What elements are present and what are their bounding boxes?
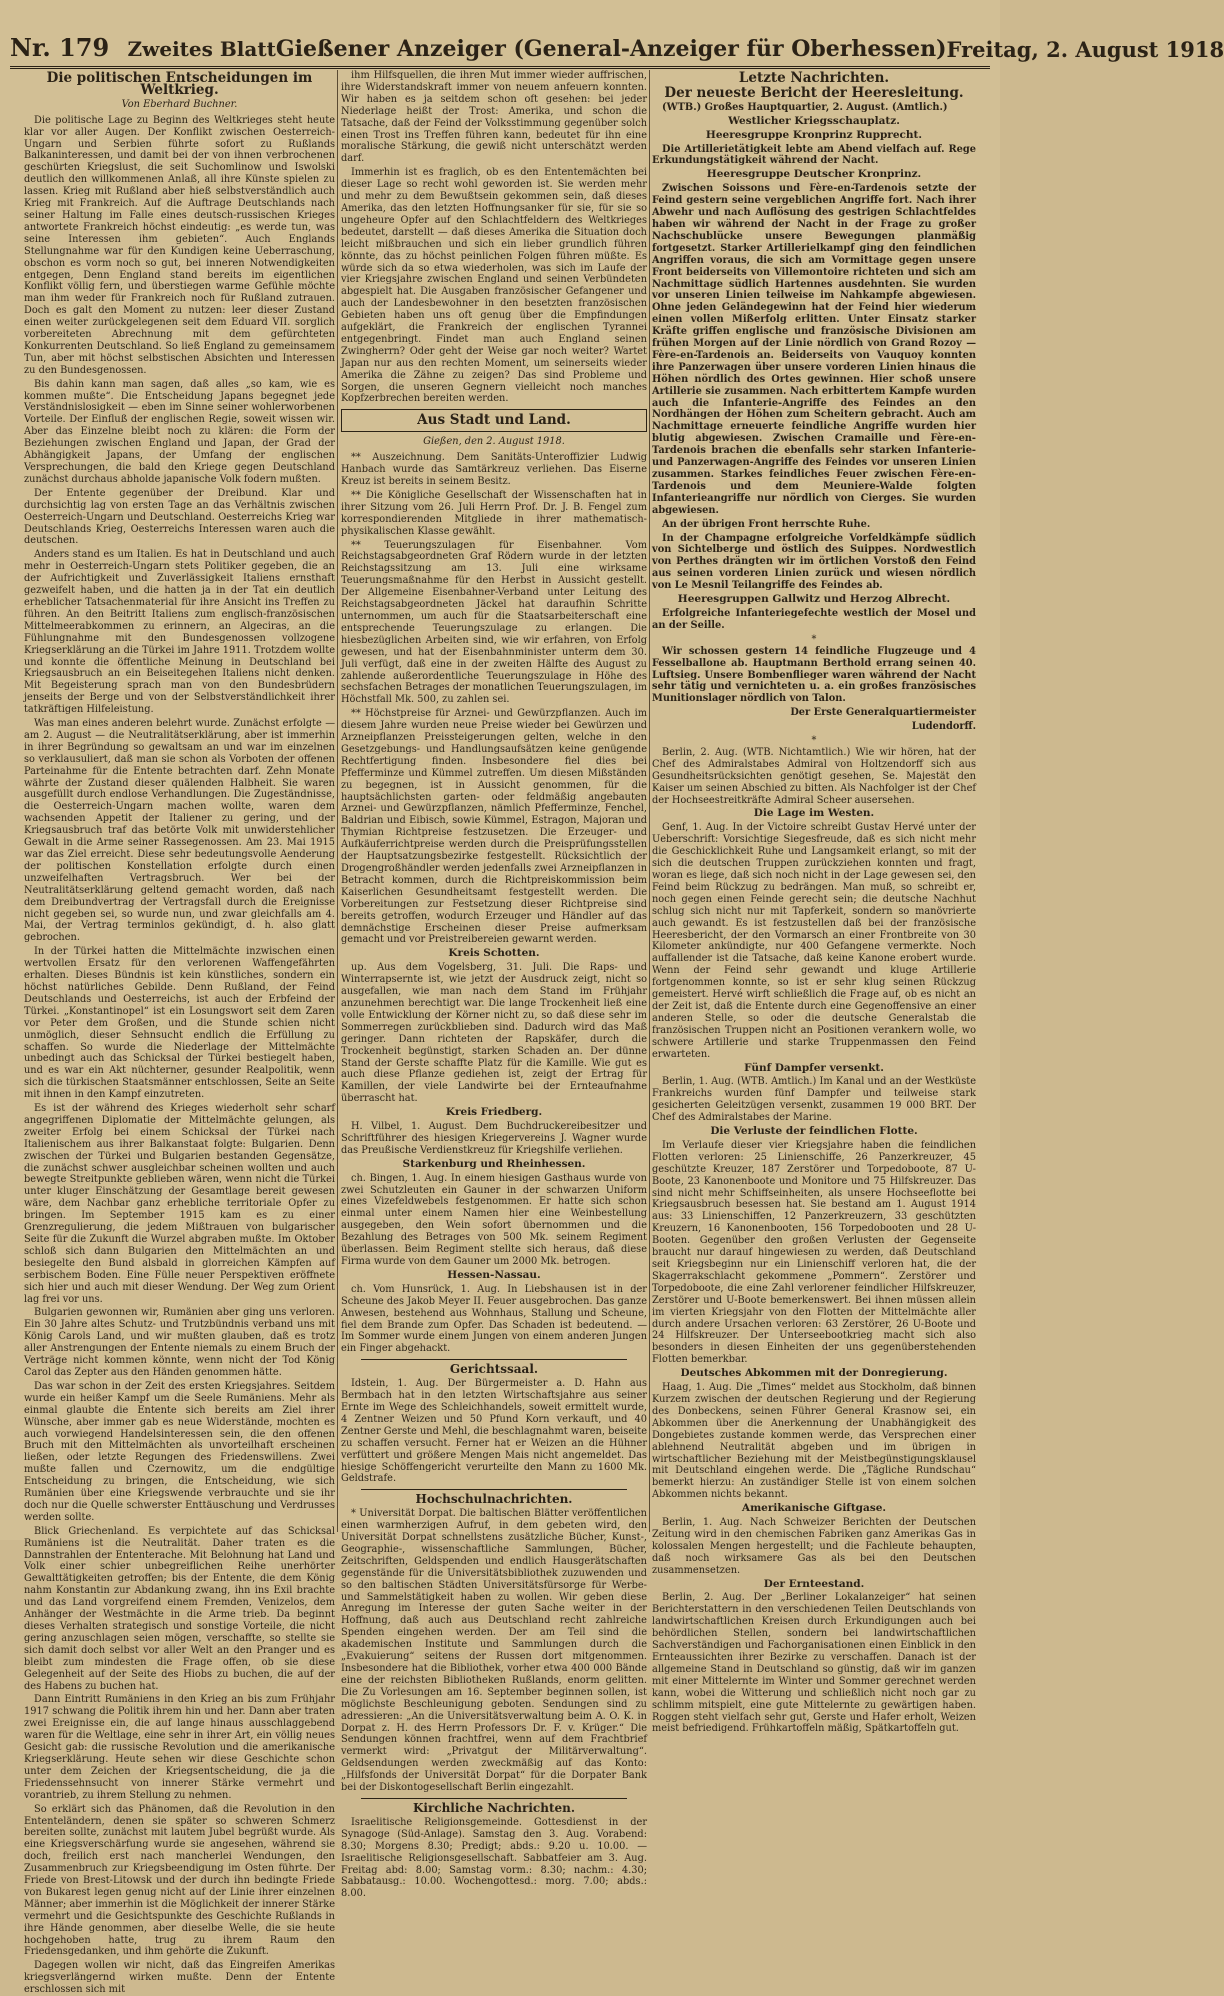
issue-date: Freitag, 2. August 1918	[946, 37, 1224, 62]
paragraph: Die Artillerietätigkeit lebte am Abend vielfach auf. Rege Erkundungstätigkeit während der Nacht.	[652, 143, 976, 167]
paragraph: Dann Eintritt Rumäniens in den Krieg an bis zum Frühjahr 1917 schwang die Politik ihrem hin und her. Dann aber traten zwei Ereignisse ein, die auf lange hinaus ausschlaggebend waren für die Weltlage, eine sehr in ihrer Art, ein völlig neues Gesicht gab: die russische Revolution und die amerikanische Kriegserklärung. Heute sehen wir diese Geschichte schon unter dem Zeichen der Kriegsentscheidung, die ja die Friedenssehnsucht von innerer Stärke vermehrt und vorantrieb, zu ihrem Stellung zu nehmen.	[24, 1694, 335, 1801]
signature-title: Der Erste Generalquartiermeister	[790, 707, 976, 719]
signature-name: Ludendorff.	[911, 721, 976, 733]
article-byline: Von Eberhard Buchner.	[121, 98, 238, 110]
paragraph: Haag, 1. Aug. Die „Times“ meldet aus Stockholm, daß binnen Kurzem zwischen der deutschen Regierung und der Regierung des Donbeckens, seinen Führer General Krasnow sei, ein Abkommen über die Anerkennung der Unabhängigkeit des Dongebietes zustande kommen werde, das Versprechen einer ablehnend Neutralität abgeben und im übrigen in wirtschaftlicher Beziehung mit der Meistbegünstigungsklausel mit Deutschland eingehen werde. Die „Tägliche Rundschau“ bemerkt hierzu: An zuständiger Stelle ist von einem solchen Abkommen nichts bekannt.	[652, 1382, 976, 1501]
paragraph: Dagegen wollen wir nicht, daß das Eingreifen Amerikas kriegsverlängernd wirken mußte. Denn der Entente erschlossen sich mit	[24, 1960, 335, 1996]
paragraph: ** Höchstpreise für Arznei- und Gewürzpflanzen. Auch im diesem Jahre wurden neue Preise wieder bei Gewürzen und Arzneipflanzen Preissteigerungen gelten, welche in den Gesetzgebungs- und Handlungsaufsätzen keine genügende Rechtfertigung finden. Insbesondere fiel dies bei Pfefferminze und Kümmel zutreffen. Um diesen Mißständen zu begegnen, ist in Aussicht genommen, für die hauptsächlichsten garten- oder feldmäßig angebauten Arznei- und Gewürzpflanzen, nämlich Pfefferminze, Fenchel, Baldrian und Eibisch, sowie Kümmel, Estragon, Majoran und Thymian Richtpreise festzusetzen. Die Erzeuger- und Aufkäuferrichtpreise werden durch die Preisprüfungsstellen der Hauptsatzungsbezirke festgestellt. Rücksichtlich der Drogengroßhändler werden jedenfalls zwei Arzneipflanzen in Betracht kommen, durch die Richtpreiskommission beim Kaiserlichen Gesundheitsamt festgestellt werden. Die Vorbereitungen zur Festsetzung dieser Richtpreise sind bereits getroffen, wodurch Erzeuger und Händler auf das demnächstige Erscheinen dieser Preise aufmerksam gemacht und vor Preistreibereien gewarnt werden.	[341, 708, 647, 946]
column-1	[24, 70, 335, 1996]
section-heading: Starkenburg und Rheinhessen.	[402, 1157, 586, 1170]
paragraph: Der Entente gegenüber der Dreibund. Klar und durchsichtig lag von ersten Tage an das Verhältnis zwischen Oesterreich-Ungarn und Deutschland. Oesterreichs Krieg war Deutschlands Krieg, Oesterreichs Interessen waren auch die deutschen.	[24, 487, 335, 547]
section-label: Zweites Blatt	[127, 37, 276, 61]
paragraph: An der übrigen Front herrschte Ruhe.	[662, 518, 871, 530]
paragraph: Im Verlaufe dieser vier Kriegsjahre haben die feindlichen Flotten verloren: 25 Linienschiffe, 26 Panzerkreuzer, 45 geschützte Kreuzer, 187 Zerstörer und Torpedoboote, 87 U-Boote, 23 Kanonenboote und Monitore und 75 Hilfskreuzer. Das sind nicht mehr Schiffseinheiten, als unsere Hochseeflotte bei Kriegsausbruch besessen hat. Sie bestand am 1. August 1914 aus: 33 Linienschiffen, 12 Panzerkreuzern, 33 geschützten Kreuzern, 16 Kanonenbooten, 156 Torpedobooten und 28 U-Booten. Gegenüber den großen Verlusten der Gegenseite braucht nur darauf hingewiesen zu werden, daß Deutschland seit Kriegsbeginn nur ein Linienschiff verloren hat, die der Skagerrakschlacht gekommene „Pommern“. Zerstörer und Torpedoboote, die eine Zahl verlorener feindlicher Hilfskreuzer, Zerstörer und U-Boote bemerkenswert. Bei ihnen müssen allein im vierten Kriegsjahr von den Flotten der Mittelmächte aller durch andere Ursachen verloren: 63 Zerstörer, 26 U-Boote und 24 Hilfskreuzer. Der Unterseebootkrieg macht sich also besonders in diesen Einheiten der uns gegenüberstehenden Flotten bemerkbar.	[652, 1139, 976, 1366]
article-title: Die politischen Entscheidungen im Weltkrieg.	[46, 70, 313, 98]
university-heading: Hochschulnachrichten.	[415, 1492, 573, 1507]
column-rule-2	[649, 70, 650, 1532]
local-news-header	[341, 409, 647, 432]
paragraph: Berlin, 2. Aug. (WTB. Nichtamtlich.) Wie wir hören, hat der Chef des Admiralstabes Admiral von Holtzendorff sich aus Gesundheitsrücksichten genötigt gesehen, Se. Majestät den Kaiser um seinen Abschied zu bitten. Als Nachfolger ist der Chef der Hochseestreitkräfte Admiral Scheer ausersehen.	[652, 746, 976, 806]
paragraph: * Universität Dorpat. Die baltischen Blätter veröffentlichen einen warmherzigen Aufruf, in dem gebeten wird, den Universität Dorpat schnellstens zusätzliche Bücher, Kunst-, Geographie-, wissenschaftliche Sammlungen, Bücher, Zeitschriften, Geldspenden und endlich Hausgerätschaften gegenstände für die Universitätsbibliothek zuzuwenden und so den baltischen Städten Universitätsfürsorge für Werbe- und Sammelstätigkeit haben zu wollen. Wir geben diese Anregung im Interesse der guten Sache weiter in der Hoffnung, daß auch aus Deutschland recht zahlreiche Spenden eingehen werden. Der am Teil sind die akademischen Institute und Sammlungen durch die „Evakuierung“ seitens der Russen dort mitgenommen. Insbesondere hat die Bibliothek, vorher etwa 400 000 Bände eine der reichsten Bibliotheken Rußlands, enorm gelitten. Die Zu Vorlesungen am 16. September beginnen sollen, ist möglichste Beschleunigung geboten. Sendungen sind zu adressieren: „An die Universitätsverwaltung beim A. O. K. in Dorpat z. H. des Herrn Professors Dr. F. v. Krüger.“ Die Sendungen können frachtfrei, wenn auf dem Frachtbrief vermerkt wird: „Privatgut der Militärverwaltung“. Geldsendungen werden zweckmäßig auf das Konto: „Hilfsfonds der Universität Dorpat“ für die Dorpater Bank bei der Diskontogesellschaft Berlin eingezahlt.	[341, 1508, 647, 1794]
paragraph: In der Champagne erfolgreiche Vorfeldkämpfe südlich von Sichtelberge und östlich des Suippes. Nordwestlich von Perthes drängten wir im örtlichen Vorstoß den Feind aus seinen vorderen Linien zurück und wiesen nördlich von Le Mesnil Teilangriffe des Feindes ab.	[652, 532, 976, 592]
paragraph: Das war schon in der Zeit des ersten Kriegsjahres. Seitdem wurde ein heißer Kampf um die Seele Rumäniens. Mehr als einmal glaubte die Entente sich bereits am Ziel ihrer Wünsche, aber immer gab es neue Widerstände, mochten es auch vorwiegend Handelsinteressen sein, die den offenen Bruch mit den Mittelmächten als unvorteilhaft erscheinen ließen, oder letzte Regungen des Friedenswillens. Zwei mußte fallen und Czernowitz, um die endgültige Entscheidung zu bringen, die Entscheidung, wie sich Rumänien über eine Kriegswende verbrauchte und sie ihr doch nur die Quelle schwerster Enttäuschung und Verdrusses werden sollte.	[24, 1380, 335, 1523]
paragraph: up. Aus dem Vogelsberg, 31. Juli. Die Raps- und Winterrapsernte ist, wie jetzt der Ausdruck zeigt, nicht so ausgefallen, wie man nach dem Stand im Frühjahr anzunehmen berechtigt war. Die lange Trockenheit ließ eine volle Entwicklung der Körner nicht zu, so daß diese sehr im Sommerregen zurückblieben sind. Dadurch wird das Maß geringer. Dann richteten der Rapskäfer, durch die Trockenheit begünstigt, starken Schaden an. Der dünne Stand der Gerste schaffte Platz für die Kamille. Wie gut es auch diese Pflanze gediehen ist, zeigt der Ertrag für Kamillen, der viele Landwirte bei der Ernteaufnahme überrascht hat.	[341, 962, 647, 1105]
paragraph: ** Teuerungszulagen für Eisenbahner. Vom Reichstagsabgeordneten Graf Rödern wurde in der letzten Reichstagssitzung am 13. Juli eine wirksame Teuerungsmaßnahme für den Herbst in Aussicht gestellt. Der Allgemeine Eisenbahner-Verband unter Leitung des Reichstagsabgeordneten Jäckel hat daraufhin Schritte unternommen, um auch für die Staatsarbeiterschaft eine entsprechende Teuerungszulage zu erlangen. Die hiesbezüglichen Arbeiten sind, wie wir erfahren, von Erfolg gewesen, und hat der Eisenbahnminister unterm dem 30. Juli verfügt, daß eine in der zweiten Hälfte des August zu zahlende außerordentliche Teuerungszulage in Höhe des sechsfachen Betrages der monatlichen Teuerungszulagen, im Höchstfall Mk. 500, zu zahlen sei.	[341, 539, 647, 706]
paragraph: Wir schossen gestern 14 feindliche Flugzeuge und 4 Fesselballone ab. Hauptmann Berthold errang seinen 40. Luftsieg. Unsere Bombenflieger waren während der Nacht sehr tätig und vernichteten u. a. ein großes französisches Munitionslager nördlich von Talon.	[652, 645, 976, 705]
paragraph: ch. Bingen, 1. Aug. In einem hiesigen Gasthaus wurde von zwei Schutzleuten ein Gauner in der schwarzen Uniform eines Vizefeldwebels festgenommen. Er hatte sich schon einmal unter einem Namen hier eine Weinbestellung ausgegeben, den Wein sofort übernommen und die Bezahlung des Betrages von 500 Mk. seinem Regiment überlassen. Beim Regiment stellte sich heraus, daß diese Firma wurde von dem Gauner um 2000 Mk. betrogen.	[341, 1172, 647, 1267]
court-heading: Gerichtssaal.	[449, 1362, 539, 1377]
paragraph: Die politische Lage zu Beginn des Weltkrieges steht heute klar vor aller Augen. Der Konflikt zwischen Oesterreich-Ungarn und Serbien führte sofort zu Rußlands Balkaninteressen, und damit bei der von ihnen verbrochenen geschürten Kriegslust, die seit Suchomlinow und Iswolski deutlich den willkommenen Anlaß, all ihre Künste spielen zu lassen. Krieg mit Rußland aber hieß selbstverständlich auch Krieg mit Frankreich. Auf die Auftrage Deutschlands nach seiner Haltung im Falle eines deutsch-russischen Krieges antwortete Frankreich höchst eindeutig: „es werde tun, was seine Interessen ihm gebieten“. Auch Englands Stellungnahme war für den Kundigen keine Ueberraschung, obschon es vorm noch so gut, bei inneren Notwendigkeiten entgegen, Denn England stand bereits im eigentlichen Konflikt völlig fern, und überstiegen warme Gefühle möchte man ihm weder für Frankreich noch für Rußland zutrauen. Doch es galt den Moment zu nutzen: leer dieser Zustand einen weiter zurückgelegenen seit dem Eduard VII. sorglich vorbereiteten Abrechnung mit dem gefürchteten Konkurrenten Deutschland. So ließ England zu gemeinsamem Tun, aber mit höchst selbstischen Absichten und Interessen zu den Bundesgenossen.	[24, 114, 335, 376]
paragraph: ** Auszeichnung. Dem Sanitäts-Unteroffizier Ludwig Hanbach wurde das Samtärkreuz verliehen. Das Eiserne Kreuz ist bereits in seinem Besitz.	[341, 452, 647, 487]
paragraph: Erfolgreiche Infanteriegefechte westlich der Mosel und an der Seille.	[652, 607, 976, 631]
masthead	[10, 26, 1224, 69]
section-heading: Kreis Friedberg.	[445, 1106, 543, 1119]
paragraph: In der Türkei hatten die Mittelmächte inzwischen einen wertvollen Ersatz für den verlorenen Waffengefährten erhalten. Dieses Bündnis ist kein künstliches, sondern ein höchst natürliches Gebilde. Denn Rußland, der Feind Deutschlands und Oesterreichs, ist auch der Erbfeind der Türkei. „Konstantinopel“ ist ein Losungswort seit dem Zaren vor Peter dem Großen, und die Stunde schien nicht unmöglich, dieser Sehnsucht endlich die Erfüllung zu schaffen. So wurde die Niederlage der Mittelmächte unbedingt auch das Schicksal der Türkei bestiegelt haben, und es war ein Akt nüchterner, gesunder Realpolitik, wenn sich die türkischen Staatsmänner entschlossen, Seite an Seite mit ihnen in den Kampf einzutreten.	[24, 946, 335, 1101]
column-3	[652, 70, 976, 1735]
separator-star: *	[811, 735, 817, 747]
paragraph: Bis dahin kann man sagen, daß alles „so kam, wie es kommen mußte“. Die Entscheidung Japans begegnet jede Verständnislosigkeit — eben im Sinne seiner wohlerworbenen Vorteile. Der Einfluß der englischen Regie, soweit wissen wir. Aber das Einzelne bleibt noch zu klären: die Form der Beziehungen zwischen England und Japan, der Grad der Abhängigkeit Japans, der Umfang der englischen Versprechungen, die bald den Kriege gegen Deutschland zunächst durchaus abholde japanische Volk fodern mußten.	[24, 378, 335, 485]
paragraph: Was man eines anderen belehrt wurde. Zunächst erfolgte — am 2. August — die Neutralitätserklärung, aber ist immerhin in ihrer Begründung so gewaltsam an und war im einzelnen so verklausuliert, daß man sie schon als Vorboten der offenen Parteinahme für die Entente betrachten darf. Zehn Monate währte der Zustand dieser quälenden Halbheit. Sie waren ausgefüllt durch endlose Verhandlungen. Die Zugeständnisse, die Oesterreich-Ungarn machen wollte, waren dem wachsenden Appetit der Italiener zu gering, und der Kriegsausbruch traf das betörte Volk mit unwiderstehlicher Gewalt in die Arme seiner Rassegenossen. Am 23. Mai 1915 war das Ziel erreicht. Diese sehr bedeutungsvolle Aenderung der politischen Konstellation erfolgte durch einen unzweifelhaften Vertragsbruch. Wer bei der Neutralitätserklärung geltend gemacht worden, daß nach dem Dreibundvertrag der Vertragsfall durch die Ereignisse nicht gegeben sei, so wurde nun, und zwar gleichfalls am 4. Mai, der Vertrag terminlos gekündigt, d. h. also glatt gebrochen.	[24, 718, 335, 944]
section-heading: Heeresgruppe Kronprinz Rupprecht.	[705, 128, 923, 141]
section-heading: Die Verluste der feindlichen Flotte.	[710, 1125, 918, 1138]
section-heading: Kreis Schotten.	[448, 947, 540, 960]
wtb-line: (WTB.) Großes Hauptquartier, 2. August. (Amtlich.)	[662, 101, 948, 113]
paragraph: Berlin, 1. Aug. (WTB. Amtlich.) Im Kanal und an der Westküste Frankreichs wurden fünf Dampfer und teilweise stark gesicherten Geleitzügen versenkt, zusammen 19 000 BRT. Der Chef des Admiralstabes der Marine.	[652, 1076, 976, 1124]
paragraph: Es ist der während des Krieges wiederholt sehr scharf angegriffenen Diplomatie der Mittelmächte gelungen, als zweiter Erfolg bei einem Schicksal der Türkei nach Italienischem aus ihrer Balkanstaat folgte: Bulgarien. Denn zwischen der Türkei und Bulgarien bestanden Gegensätze, die zunächst schwer ausgleichbar scheinen wollten und auch bewegte Streitpunkte geblieben wären, wenn nicht die Türkei unter kluger Einschätzung der Gesamtlage bereit gewesen wäre, dem Nachbar ganz erhebliche territoriale Opfer zu bringen. Im September 1915 kam es zu einer Grenzregulierung, die jedem Mißtrauen von bulgarischer Seite für die Zukunft die Wurzel abgraben mußte. Im Oktober schloß sich dann Bulgarien den Mittelmächten an und besiegelte den Bund alsbald in glorreichen Kämpfen auf serbischem Boden. Eine Fülle neuer Perspektiven eröffnete sich hier und auch mit dieser Wendung. Der Weg zum Orient lag frei vor uns.	[24, 1103, 335, 1305]
newspaper-title: Gießener Anzeiger (General-Anzeiger für Oberhessen)	[275, 36, 947, 62]
column-rule-1	[337, 70, 338, 1532]
section-heading: Westlicher Kriegsschauplatz.	[728, 114, 900, 127]
paragraph: Bulgarien gewonnen wir, Rumänien aber ging uns verloren. Ein 30 Jahre altes Schutz- und Trutzbündnis verband uns mit König Carols Land, und wir mußten glauben, daß es trotz aller Anstrengungen der Entente niemals zu einem Bruch der Verträge nicht kommen könnte, wenn nicht der Tod König Carol das Zepter aus den Händen genommen hätte.	[24, 1307, 335, 1378]
paragraph: So erklärt sich das Phänomen, daß die Revolution in den Ententeländern, denen sie später so schweren Schmerz bereiten sollte, zunächst mit lautem Jubel begrüßt wurde. Als eine Kriegsverschärfung wurde sie angesehen, während sie doch, freilich erst nach mancherlei Wendungen, den Zusammenbruch zur Kriegsbeendigung im Osten führte. Der Friede von Brest-Litowsk und der durch ihn bedingte Friede von Bukarest legen genug nicht auf der Linie ihrer einzelnen Männer; aber immerhin ist die Möglichkeit der innerer Stärke vermehrt und die Gesichtspunkte des Geschichte Rußlands in ihre Hände genommen, aber dieselbe Welle, die sie heute hochgehoben hatte, trug zu ihrem Raum den Friedensgedanken, und ihm gehörte die Zukunft.	[24, 1803, 335, 1958]
latest-news-title: Letzte Nachrichten.	[738, 70, 890, 86]
paragraph: H. Vilbel, 1. August. Dem Buchdruckereibesitzer und Schriftführer des hiesigen Kriegervereins J. Wagner wurde das Preußische Verdienstkreuz für Kriegshilfe verliehen.	[341, 1121, 647, 1156]
section-heading: Hessen-Nassau.	[447, 1268, 541, 1281]
paragraph: ch. Vom Hunsrück, 1. Aug. In Liebshausen ist in der Scheune des Jakob Meyer II. Feuer ausgebrochen. Das ganze Anwesen, bestehend aus Wohnhaus, Stallung und Scheune, fiel dem Brande zum Opfer. Das Schaden ist bedeutend. — Im Sommer wurde einem Jungen von einem anderen Jungen ein Finger abgehackt.	[341, 1283, 647, 1355]
paragraph: Zwischen Soissons und Fère-en-Tardenois setzte der Feind gestern seine vergeblichen Angriffe fort. Nach ihrer Abwehr und nach Auflösung des gestrigen Schlachtfeldes haben wir während der Nacht in der Frage zu großer Nachschublücke unsere Bewegungen planmäßig fortgesetzt. Starker Artillerielkampf ging den feindlichen Angriffen voraus, die sich am Vormittage gegen unsere Front beiderseits von Villemontoire richteten und sich am Nachmittage südlich Hartennes ausdehnten. Sie wurden vor unseren Linien teilweise im Nahkampfe abgewiesen. Ohne jeden Geländegewinn hat der Feind hier wiederum einen vollen Mißerfolg erlitten. Unter Einsatz starker Kräfte griffen englische und französische Divisionen am frühen Morgen auf der Linie nördlich von Grand Rozoy — Fère-en-Tardenois an. Beiderseits von Vauquoy konnten ihre Panzerwagen über unsere vorderen Linien hinaus die Höhen nördlich des Ortes gewinnen. Hier schoß unsere Artillerie sie zusammen. Nach erbittertem Kampfe wurden auch die Infanterie-Angriffe des Feindes an den Nordhängen der Höhen zum Scheitern gebracht. Auch am Nachmittage erneuerte feindliche Angriffe wurden hier blutig abgewiesen. Zwischen Cramaille und Fère-en-Tardenois brachen die ebenfalls sehr starken Infanterie- und Panzerwagen-Angriffe des Feindes vor unseren Linien zusammen. Starkes feindliches Feuer zwischen Fère-en-Tardenois und dem Meuniere-Walde folgten Infanterieangriffe nur nördlich von Cierges. Sie wurden abgewiesen.	[652, 183, 976, 516]
paragraph: Israelitische Religionsgemeinde. Gottesdienst in der Synagoge (Süd-Anlage). Samstag den 3. Aug. Vorabend: 8.30; Morgens 8.30; Predigt; abds.: 9.20 u. 10.00. — Israelitische Religionsgesellschaft. Sabbatfeier am 3. Aug. Freitag abd: 8.00; Samstag vorm.: 8.30; nachm.: 4.30; Sabbatausg.: 10.00. Wochengottesd.: morg. 7.00; abds.: 8.00.	[341, 1816, 647, 1900]
section-heading: Heeresgruppe Deutscher Kronprinz.	[706, 168, 922, 181]
local-news-dateline: Gießen, den 2. August 1918.	[423, 436, 565, 448]
latest-news-subtitle: Der neueste Bericht der Heeresleitung.	[664, 84, 964, 101]
paragraph: ** Die Königliche Gesellschaft der Wissenschaften hat in ihrer Sitzung vom 26. Juli Herrn Prof. Dr. J. B. Fengel zum korrespondierenden Mitgliede in ihrer mathematisch-physikalischen Klasse gewählt.	[341, 489, 647, 537]
separator-star: *	[811, 633, 817, 645]
paragraph: ihm Hilfsquellen, die ihren Mut immer wieder auffrischen, ihre Widerstandskraft immer von neuem anfeuern konnten. Wir haben es ja seitdem schon oft gesehen: bei jeder Niederlage heißt der Trost: Amerika, und schon die Tatsache, daß der Feind der Volksstimmung gegenüber solch einen Trost ins Treffen führen kann, bedeutet für ihn eine moralische Stärkung, die gewiß nicht unterschätzt werden darf.	[341, 70, 647, 165]
divider	[361, 1489, 627, 1490]
masthead-left	[10, 33, 276, 62]
paragraph: Genf, 1. Aug. In der Victoire schreibt Gustav Hervé unter der Ueberschrift: Vorsichtige Siegesfreude, daß es sich nicht mehr die Geschicklichkeit Ruhe und Langsamkeit erlangt, so mit der sich die deutschen Truppen zurückziehen konnten und fragt, woran es liege, daß sich noch nicht in der Lage gewesen sei, den Feind beim Rückzug zu bedrängen. Man muß, so schreibt er, noch gegen einen Feinde gerecht sein; die deutsche Nachhut schlug sich nicht nur mit Tapferkeit, sondern so manövrierte auch gewandt. Es ist festzustellen daß bei der französische Heeresbericht, der den Vormarsch an einer Frontbreite von 30 Kilometer ankündigte, nur 400 Gefangene vermerkte. Noch auffallender ist die Tatsache, daß keine Kanone erobert wurde. Wenn der Feind sehr gewandt und kluge Artillerie fortgenommen konnte, so ist er sehr klug seinen Rückzug gemeistert. Hervé wirft schließlich die Frage auf, ob es nicht an der Zeit ist, daß die Entente durch eine Gegenoffensive an einer anderen Stelle, so oder die deutsche Generalstab die französischen Truppen nicht an Positionen verankern wolle, wo schwere Artillerie und starke Truppenmassen den Feind erwarteten.	[652, 822, 976, 1060]
church-heading: Kirchliche Nachrichten.	[412, 1800, 576, 1815]
section-heading: Der Ernteestand.	[763, 1577, 865, 1590]
paragraph: Blick Griechenland. Es verpichtete auf das Schicksal Rumäniens ist die Neutralität. Daher traten es die Dannstrahlen der Ententerache. Mit Belohnung hat Land und Volk einer schier unbegreiflichen Reihe unerhörter Gewalttätigkeiten getroffen; bis der Entente, die dem König nahm Konstantin zur Abdankung zwang, ihn ins Exil brachte und das Land vorgreifend einem Fremden, Venizelos, dem Anhänger der Westmächte in die Arme trieb. Da beginnt dieses Verhalten strategisch und sonstige Vorteile, die nicht gering anzuschlagen seien mögen, verschaffte, so stellte sie sich damit doch selbst vor aller Welt an den Pranger und es bleibt zum mindesten die Frage offen, ob sie diese Gelegenheit auf der Seite des Hiobs zu buchen, die auf der des Habens zu buchen hat.	[24, 1525, 335, 1692]
paragraph: Anders stand es um Italien. Es hat in Deutschland und auch mehr in Oesterreich-Ungarn stets Politiker gegeben, die an der Aufrichtigkeit und Zuverlässigkeit Italiens ernsthaft gezweifelt haben, und die hatten ja in der Tat ein deutlich erheblicher Tatsachenmaterial für ihre Ansicht ins Treffen zu führen. An den Beitritt Italiens zum englisch-französischen Mittelmeerabkommen zu erinnern, an Algeciras, an die Fühlungnahme mit den Bundesgenossen vollzogene Kriegserklärung an die Türkei im Jahre 1911. Trotzdem wollte und konnte die öffentliche Meinung in Deutschland bei Kriegsausbruch an ein Beiseitegehen Italiens nicht denken. Mit Begeisterung sprach man von den Bundesbrüdern jenseits der Berge und von der Selbstverständlichkeit ihrer tatkräftigen Hilfeleistung.	[24, 549, 335, 716]
paragraph: Immerhin ist es fraglich, ob es den Ententemächten bei dieser Lage so recht wohl geworden ist. Sie werden mehr und mehr zu dem Bewußtsein gekommen sein, daß dieses Amerika, das den letzten Hoffnungsanker für sie, für sie so ungeheure Opfer auf den Schlachtfeldern des Weltkrieges bedeutet, darstellt — daß dieses Amerika die Situation doch leicht mißbrauchen und sich ein lieber grundlich führen könnte, das zu höchst peinlichen Folgen führen müßte. Es würde sich da so etwa wiederholen, was sich im Laufe der vier Kriegsjahre zwischen England und seinen Verbündeten abgespielt hat. Die Ausgaben französischer Gefangener und auch der Landesbewohner in den besetzten französischen Gebieten haben uns oft genug über die Empfindungen aufgeklärt, die Frankreich der englischen Tyrannei entgegenbringt. Findet man auch England seinen Zwingherrn? Oder geht der Weise gar noch weiter? Wartet Japan nur aus den rechten Moment, um seinerseits wieder Amerika die Zähne zu zeigen? Das sind Probleme und Sorgen, die unseren Gegnern vielleicht noch manches Kopfzerbrechen bereiten werden.	[341, 167, 647, 405]
section-heading: Deutsches Abkommen mit der Donregierung.	[680, 1367, 948, 1380]
paragraph: Berlin, 2. Aug. Der „Berliner Lokalanzeiger“ hat seinen Berichterstattern in den verschiedenen Teilen Deutschlands von landwirtschaftlichen Kreisen durch Erkundigungen auch bei behördlichen Stellen, sondern bei landwirtschaftlichen Sachverständigen und Fachorganisationen einen Einblick in den Ernteaussichten ihrer Bezirke zu verschaffen. Danach ist der allgemeine Stand in Deutschland so günstig, daß wir im ganzen mit einer Mittelernte im Winter und Sommer gerechnet werden kann, wobei die Witterung und schließlich nicht noch gar zu schlimm mitspielt, eine gute Mittelernte zu gewärtigen haben. Roggen steht vielfach sehr gut, Gerste und Hafer erholt, Weizen meist befriedigend. Frühkartoffeln mäßig, Spätkartoffeln gut.	[652, 1592, 976, 1735]
column-2	[341, 70, 647, 1900]
divider	[361, 1798, 627, 1799]
section-heading: Amerikanische Giftgase.	[741, 1502, 887, 1515]
section-heading: Heeresgruppen Gallwitz und Herzog Albrecht.	[677, 593, 951, 606]
paragraph: Idstein, 1. Aug. Der Bürgermeister a. D. Hahn aus Bermbach hat in den letzten Wirtschaftsjahre aus seiner Ernte im Wege des Schleichhandels, soweit ermittelt wurde, 4 Zentner Weizen und 50 Pfund Korn verkauft, und 40 Zentner Gerste und Mehl, die beschlagnahmt waren, beiseite zu schaffen versucht. Ferner hat er Weizen an die Hühner verfüttert und größere Mengen Mais nicht angemeldet. Das hiesige Schöffengericht verurteilte den Mann zu 1600 Mk. Geldstrafe.	[341, 1378, 647, 1485]
issue-number: Nr. 179	[10, 33, 110, 62]
section-heading: Fünf Dampfer versenkt.	[744, 1061, 884, 1074]
local-news-title: Aus Stadt und Land.	[417, 412, 571, 429]
section-heading: Die Lage im Westen.	[753, 807, 875, 820]
divider	[361, 1359, 627, 1360]
paragraph: Berlin, 1. Aug. Nach Schweizer Berichten der Deutschen Zeitung wird in den chemischen Fabriken ganz Amerikas Gas in kolossalen Mengen hergestellt; und die Fachleute behaupten, daß noch wirksamere Gas als bei den Deutschen zusammensetzen.	[652, 1517, 976, 1576]
